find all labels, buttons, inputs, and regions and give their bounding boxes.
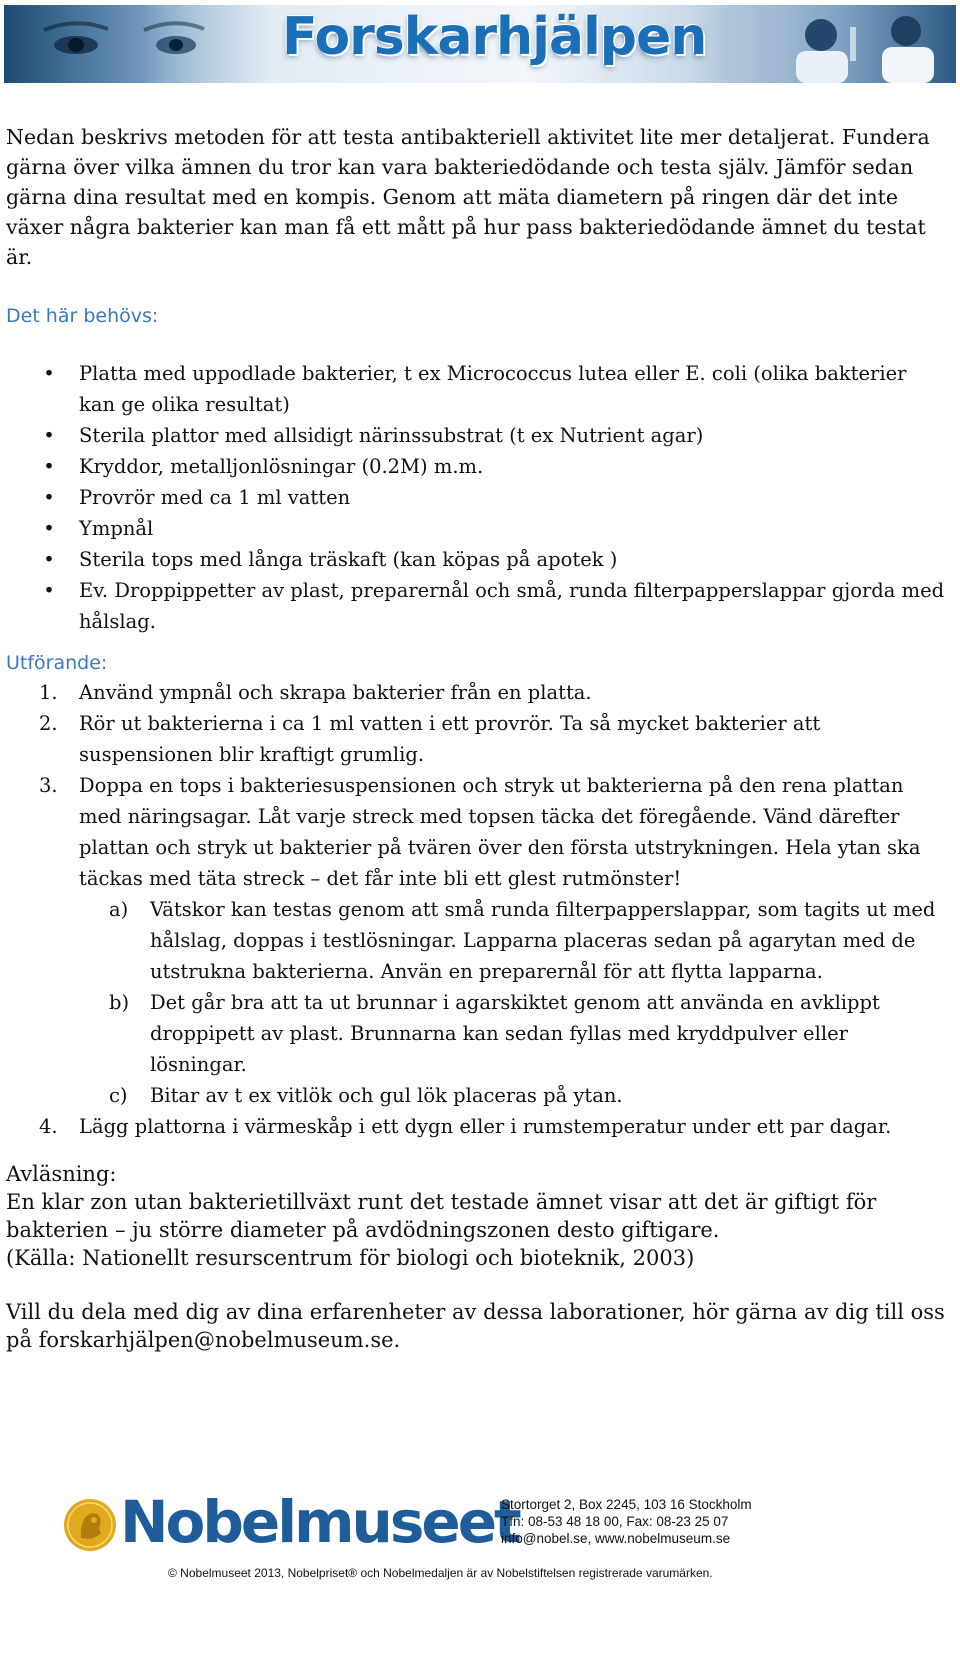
- bullet-icon: •: [43, 486, 55, 509]
- list-item: • Ev. Droppippetter av plast, preparernål och små, runda filterpapperslappar gjorda med hålslag.: [6, 575, 946, 637]
- bullet-icon: •: [43, 455, 55, 478]
- step-item: 4. Lägg plattorna i värmeskåp i ett dygn eller i rumstemperatur under ett par dagar.: [39, 1115, 892, 1138]
- header-banner: [4, 5, 956, 83]
- list-item: • Provrör med ca 1 ml vatten: [6, 482, 946, 513]
- substep-item: b) Det går bra att ta ut brunnar i agarskiktet genom att använda en avklippt droppipett av plast. Brunnarna kan sedan fyllas med kryddpulver eller lösningar.: [109, 991, 880, 1076]
- step-item: 2. Rör ut bakterierna i ca 1 ml vatten i ett provrör. Ta så mycket bakterier att suspensionen blir kraftigt grumlig.: [39, 712, 821, 766]
- contact-address: Stortorget 2, Box 2245, 103 16 Stockholm Tfn: 08-53 48 18 00, Fax: 08-23 25 07 info@nobel.se, www.nobelmuseum.se: [501, 1497, 752, 1546]
- procedure-heading: Utförande:: [6, 652, 108, 674]
- copyright-notice: © Nobelmuseet 2013, Nobelpriset® och Nobelmedaljen är av Nobelstiftelsen registrerade varumärken.: [168, 1566, 713, 1580]
- list-item: • Ympnål: [6, 513, 946, 544]
- reading-heading: Avläsning:: [6, 1162, 117, 1186]
- list-item: • Platta med uppodlade bakterier, t ex Micrococcus lutea eller E. coli (olika bakterier kan ge olika resultat): [6, 358, 946, 420]
- list-item: • Sterila plattor med allsidigt närinssubstrat (t ex Nutrient agar): [6, 420, 946, 451]
- scientist-face-image: [4, 5, 234, 83]
- bullet-icon: •: [43, 548, 55, 571]
- bullet-icon: •: [43, 424, 55, 447]
- reading-text: En klar zon utan bakterietillväxt runt det testade ämnet visar att det är giftigt för bakterien – ju större diameter på avdödningszonen desto giftigare.: [6, 1190, 877, 1242]
- substep-item: a) Vätskor kan testas genom att små runda filterpapperslappar, som tagits ut med hålslag, doppas i testlösningar. Lapparna placeras sedan på agarytan med de utstrukna bakterierna. Använ en preparernål för att flytta lapparna.: [109, 898, 936, 983]
- laboratory-scientists-image: [726, 5, 956, 83]
- bullet-icon: •: [43, 579, 55, 602]
- procedure-steps: [6, 677, 946, 1142]
- footer: [0, 1488, 960, 1669]
- bullet-icon: •: [43, 362, 55, 385]
- bullet-icon: •: [43, 517, 55, 540]
- closing-paragraph: Vill du dela med dig av dina erfarenheter av dessa laborationer, hör gärna av dig till oss på forskarhjälpen@nobelmuseum.se.: [6, 1300, 945, 1352]
- intro-paragraph: Nedan beskrivs metoden för att testa antibakteriell aktivitet lite mer detaljerat. Fundera gärna över vilka ämnen du tror kan vara bakteriedödande och testa själv. Jämför sedan gärna dina resultat med en kompis. Genom att mäta diametern på ringen där det inte växer några bakterier kan man få ett mått på hur pass bakteriedödande ämnet du testat är.: [6, 125, 930, 269]
- list-item: • Kryddor, metalljonlösningar (0.2M) m.m.: [6, 451, 946, 482]
- substeps-list: [79, 894, 946, 1111]
- substep-item: c) Bitar av t ex vitlök och gul lök placeras på ytan.: [109, 1084, 623, 1107]
- list-item: • Sterila tops med långa träskaft (kan köpas på apotek ): [6, 544, 946, 575]
- nobelmuseet-logo-text: Nobelmuseet: [120, 1488, 519, 1556]
- materials-list: [6, 358, 946, 637]
- step-item: 1. Använd ympnål och skrapa bakterier från en platta.: [39, 681, 592, 704]
- step-item: 3. Doppa en tops i bakteriesuspensionen och stryk ut bakterierna på den rena plattan med näringsagar. Låt varje streck med topsen täcka det föregående. Vänd därefter plattan och stryk ut bakterier på tvären över den första utstrykningen. Hela ytan ska täckas med täta streck – det får inte bli ett glest rutmönster! a) Vätskor kan testas genom att små runda filterpapperslappar, som tagits ut med hålslag, doppas i testlösningar. Lapparna placeras sedan på agarytan med de utstrukna bakterierna. Använ en preparernål för att flytta lapparna. b) Det går bra att ta ut brunnar i agarskiktet genom att använda en avklippt droppipett av plast. Brunnarna kan sedan fyllas med kryddpulver eller lösningar. c) Bitar av t ex vitlök och gul lök placeras på ytan.: [6, 770, 946, 1111]
- reading-source: (Källa: Nationellt resurscentrum för biologi och bioteknik, 2003): [6, 1246, 695, 1270]
- materials-heading: Det här behövs:: [6, 305, 159, 327]
- document-body: [6, 122, 946, 1354]
- banner-title: Forskarhjälpen: [282, 7, 707, 67]
- nobel-medal-icon: [63, 1498, 117, 1552]
